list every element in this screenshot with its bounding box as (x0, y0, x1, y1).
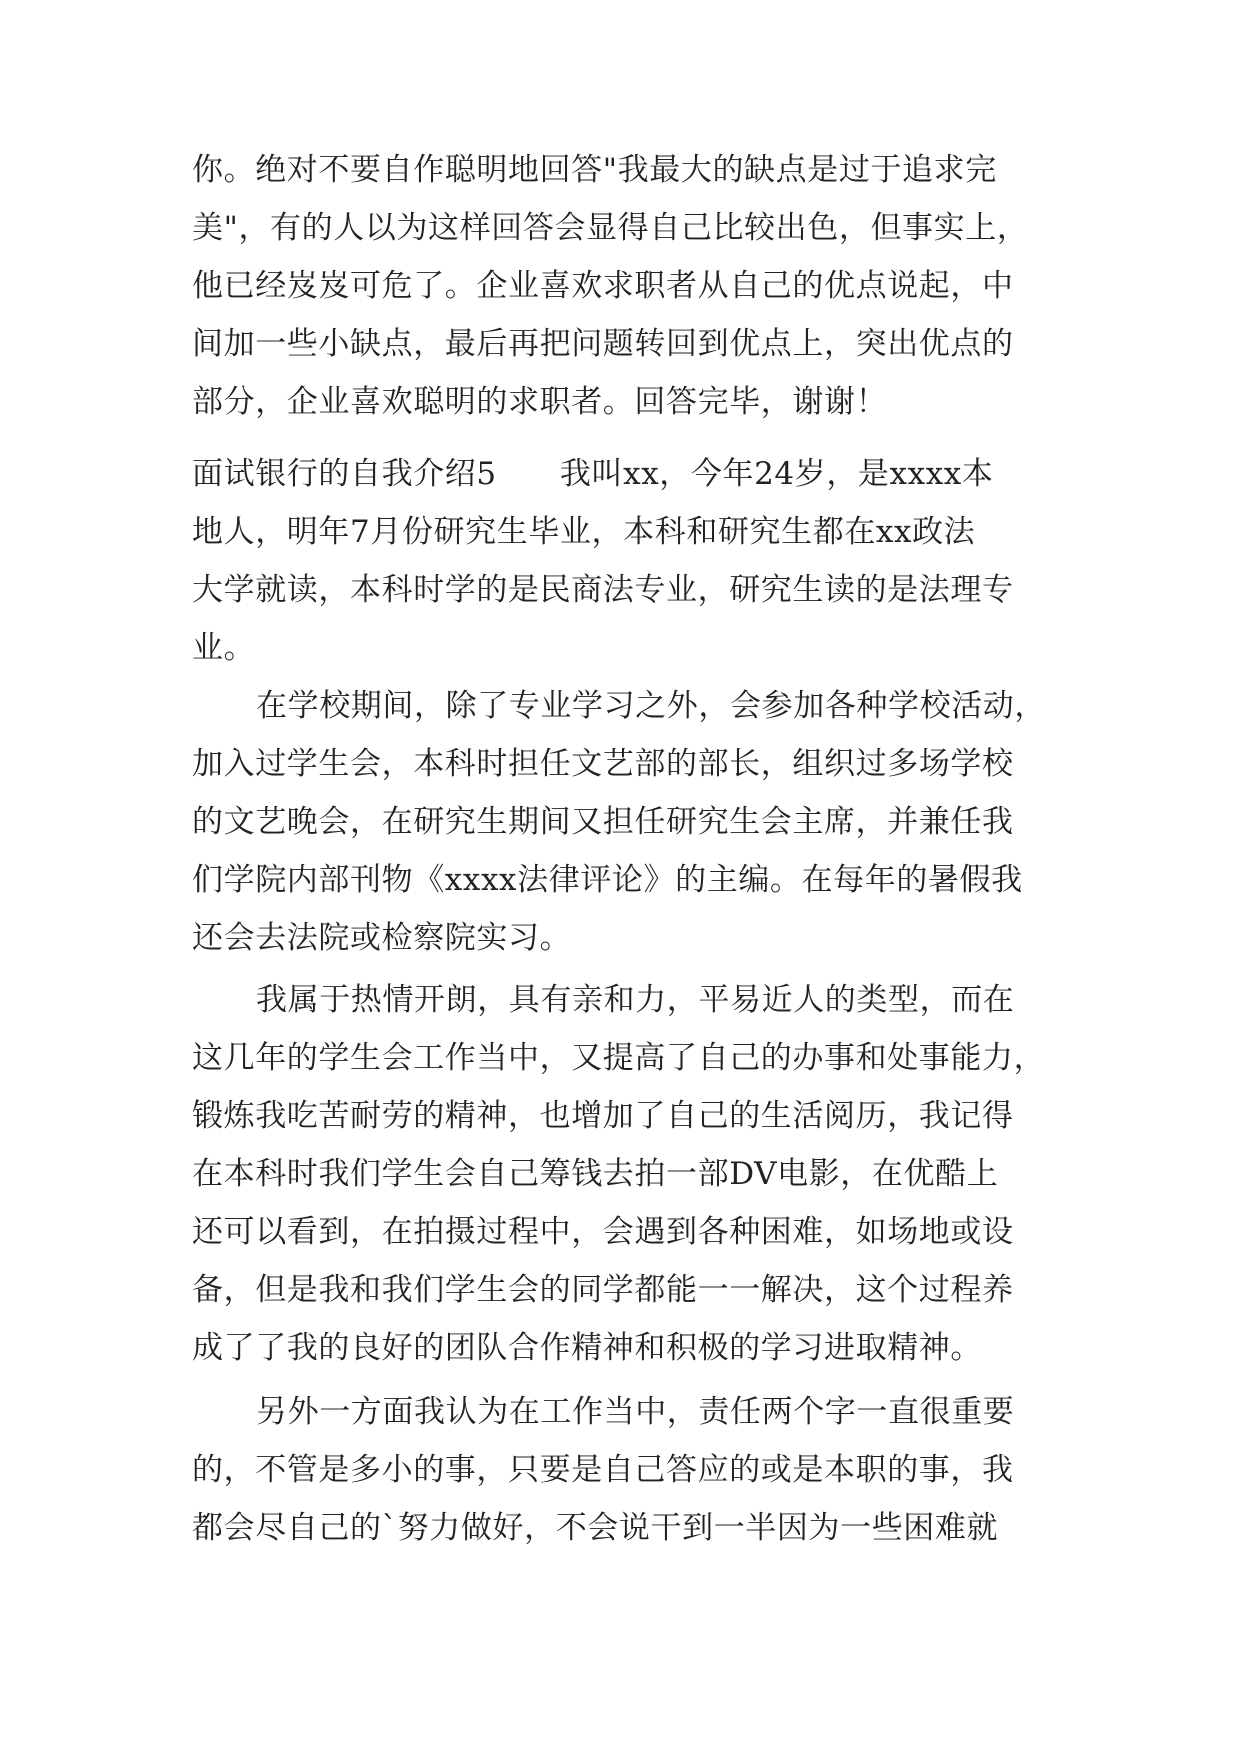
text-line: 他已经岌岌可危了。企业喜欢求职者从自己的优点说起，中 (192, 268, 1014, 304)
text-line: 间加一些小缺点，最后再把问题转回到优点上，突出优点的 (192, 326, 1014, 362)
text-line: 成了了我的良好的团队合作精神和积极的学习进取精神。 (192, 1330, 982, 1366)
text-line: 备，但是我和我们学生会的同学都能一一解决，这个过程养 (192, 1272, 1014, 1308)
text-line: 业。 (192, 630, 256, 666)
paragraph-first-line: 在学校期间，除了专业学习之外，会参加各种学校活动， (256, 688, 1046, 724)
text-line: 的文艺晚会，在研究生期间又担任研究生会主席，并兼任我 (192, 804, 1014, 840)
text-line: 加入过学生会，本科时担任文艺部的部长，组织过多场学校 (192, 746, 1014, 782)
text-line: 们学院内部刊物《xxxx法律评论》的主编。在每年的暑假我 (192, 862, 1023, 898)
text-line: 锻炼我吃苦耐劳的精神，也增加了自己的生活阅历，我记得 (192, 1098, 1014, 1134)
text-line: 美"，有的人以为这样回答会显得自己比较出色，但事实上， (192, 210, 1029, 246)
text-line: 这几年的学生会工作当中，又提高了自己的办事和处事能力， (192, 1040, 1046, 1076)
paragraph-first-line: 另外一方面我认为在工作当中，责任两个字一直很重要 (256, 1394, 1015, 1430)
text-line: 你。绝对不要自作聪明地回答"我最大的缺点是过于追求完 (192, 152, 997, 188)
text-line: 的，不管是多小的事，只要是自己答应的或是本职的事，我 (192, 1452, 1014, 1488)
text-line: 部分，企业喜欢聪明的求职者。回答完毕，谢谢！ (192, 384, 888, 420)
text-line: 还可以看到，在拍摄过程中，会遇到各种困难，如场地或设 (192, 1214, 1014, 1250)
text-line: 在本科时我们学生会自己筹钱去拍一部DV电影，在优酷上 (192, 1156, 999, 1192)
section-heading-line: 面试银行的自我介绍5 我叫xx，今年24岁，是xxxx本 (192, 456, 994, 492)
paragraph-first-line: 我属于热情开朗，具有亲和力，平易近人的类型，而在 (256, 982, 1015, 1018)
text-line: 都会尽自己的`努力做好，不会说干到一半因为一些困难就 (192, 1510, 999, 1546)
text-line: 地人，明年7月份研究生毕业，本科和研究生都在xx政法 (192, 514, 976, 550)
text-line: 大学就读，本科时学的是民商法专业，研究生读的是法理专 (192, 572, 1014, 608)
text-line: 还会去法院或检察院实习。 (192, 920, 572, 956)
